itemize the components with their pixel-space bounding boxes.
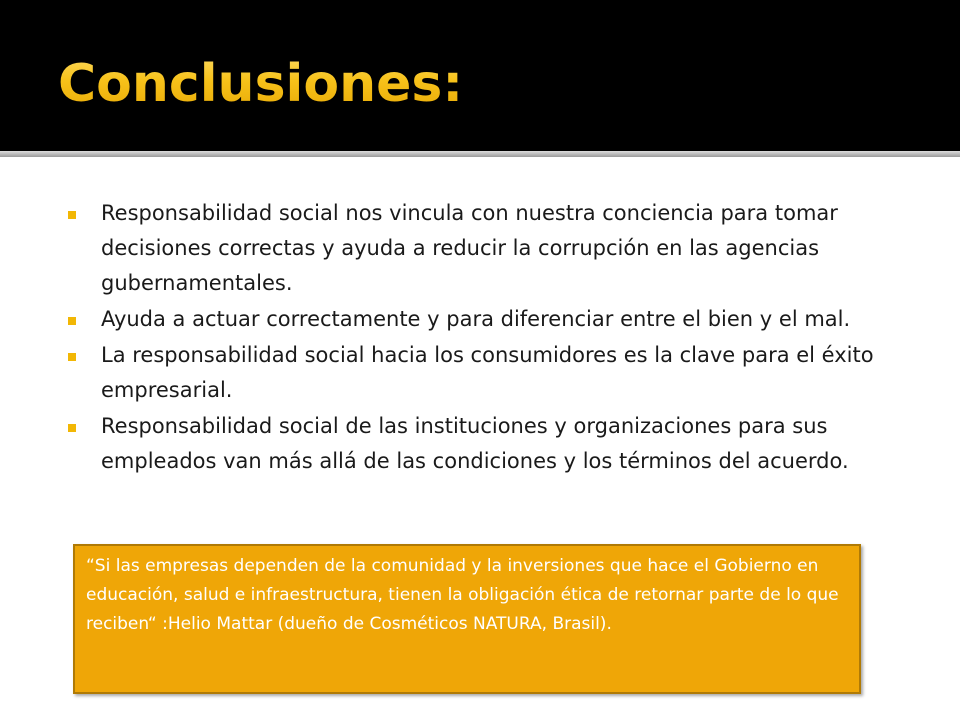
slide-title: Conclusiones: <box>58 44 463 124</box>
square-bullet-icon <box>68 353 76 361</box>
bullet-item <box>60 409 910 479</box>
bullet-item <box>60 338 910 408</box>
quote-text: “Si las empresas dependen de la comunidad y la inversiones que hace el Gobierno en educación, salud e infraestructura, tienen la obligación ética de retornar parte de lo que reciben“ :Helio Mattar (dueño de Cosméticos NATURA, Brasil). <box>86 556 839 634</box>
bullet-list <box>60 196 910 480</box>
square-bullet-icon <box>68 211 76 219</box>
square-bullet-icon <box>68 317 76 325</box>
title-divider <box>0 151 960 157</box>
bullet-item <box>60 302 910 337</box>
bullet-text: Responsabilidad social nos vincula con nuestra conciencia para tomar decisiones correctas y ayuda a reducir la corrupción en las agencias gubernamentales. <box>101 201 838 295</box>
bullet-text: Ayuda a actuar correctamente y para diferenciar entre el bien y el mal. <box>101 307 851 331</box>
square-bullet-icon <box>68 424 76 432</box>
bullet-text: La responsabilidad social hacia los consumidores es la clave para el éxito empresarial. <box>101 343 874 402</box>
bullet-item <box>60 196 910 301</box>
quote-box <box>73 544 861 694</box>
title-bar <box>0 0 960 151</box>
bullet-text: Responsabilidad social de las instituciones y organizaciones para sus empleados van más allá de las condiciones y los términos del acuerdo. <box>101 414 849 473</box>
